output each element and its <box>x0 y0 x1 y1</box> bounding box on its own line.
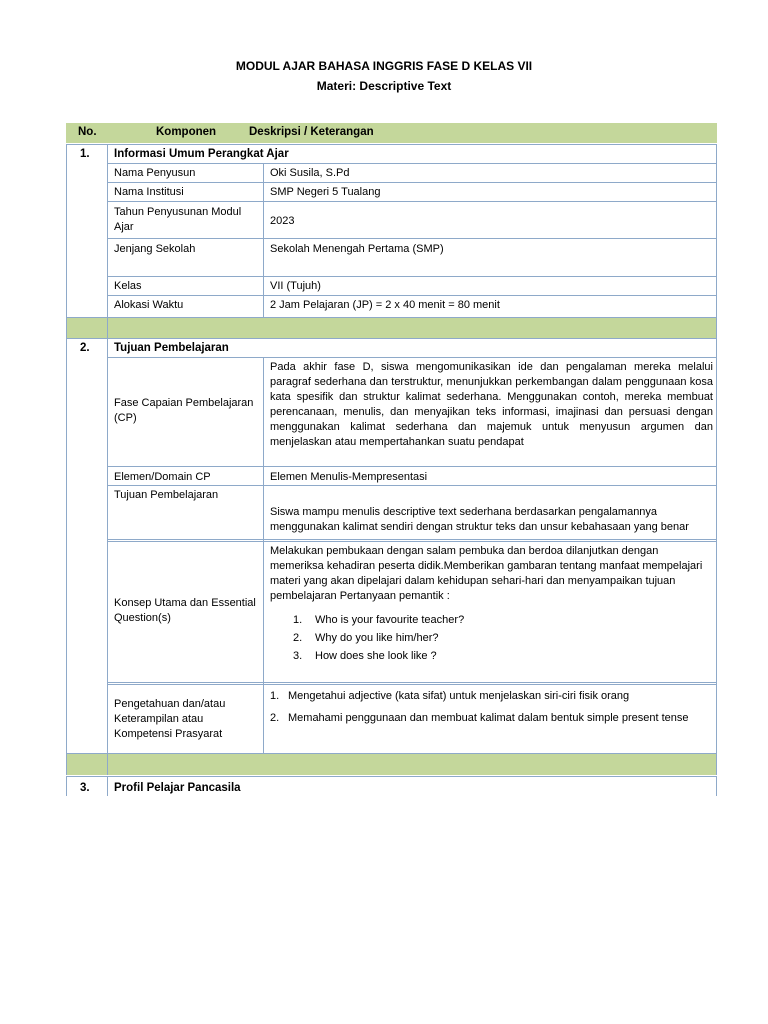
document-subtitle: Materi: Descriptive Text <box>316 79 452 93</box>
value-elemen-domain: Elemen Menulis-Mempresentasi <box>270 471 428 483</box>
header-deskripsi: Deskripsi / Keterangan <box>249 126 374 138</box>
label-jenjang-sekolah: Jenjang Sekolah <box>114 243 196 255</box>
separator-band <box>66 318 717 338</box>
label-konsep-utama: Konsep Utama dan Essential Question(s) <box>114 597 256 624</box>
label-prasyarat: Pengetahuan dan/atau Keterampilan atau Kompetensi Prasyarat <box>114 698 226 740</box>
label-elemen-domain: Elemen/Domain CP <box>114 471 211 483</box>
label-tahun-penyusunan: Tahun Penyusunan Modul Ajar <box>114 206 242 233</box>
label-kelas: Kelas <box>114 280 142 292</box>
document-title: MODUL AJAR BAHASA INGGRIS FASE D KELAS VII <box>235 59 533 73</box>
separator-band <box>66 754 717 775</box>
section-3-number: 3. <box>80 782 90 794</box>
header-no: No. <box>78 126 97 138</box>
value-kelas: VII (Tujuh) <box>270 280 321 292</box>
value-nama-penyusun: Oki Susila, S.Pd <box>270 167 350 179</box>
section-2-number: 2. <box>80 342 90 354</box>
section-3-title: Profil Pelajar Pancasila <box>114 782 241 794</box>
list-item: 1. Mengetahui adjective (kata sifat) untuk menjelaskan siri-ciri fisik orang <box>270 690 630 702</box>
label-nama-penyusun: Nama Penyusun <box>114 167 196 179</box>
list-item: 1. Who is your favourite teacher? <box>293 614 465 626</box>
value-jenjang-sekolah: Sekolah Menengah Pertama (SMP) <box>270 243 444 255</box>
value-nama-institusi: SMP Negeri 5 Tualang <box>270 186 381 198</box>
value-alokasi-waktu: 2 Jam Pelajaran (JP) = 2 x 40 menit = 80 menit <box>270 299 500 311</box>
label-fase-capaian: Fase Capaian Pembelajaran (CP) <box>114 397 254 424</box>
pertanyaan-pemantik-list <box>293 611 464 665</box>
section-1-title: Informasi Umum Perangkat Ajar <box>114 148 289 160</box>
value-fase-capaian: Pada akhir fase D, siswa mengomunikasikan ide dan pengalaman mereka melalui paragraf sederhana dan terstruktur, menunjukkan perkembangan dalam penggunaan kosa kata spesifik dan struktur kalimat sederhana. Menggunakan contoh, mereka membuat perencanaan, menulis, dan menyajikan teks informasi, imajinasi dan persuasi dengan menggunakan kalimat sederhana dan majemuk untuk menyusun argumen dan menjelaskan atau mempertahankan suatu pendapat <box>270 361 713 448</box>
prasyarat-list <box>270 685 689 729</box>
value-tujuan-pembelajaran: Siswa mampu menulis descriptive text sederhana berdasarkan pengalamannya menggunakan kalimat sendiri dengan struktur teks dan unsur kebahasaan yang benar <box>270 506 689 533</box>
section-2-title: Tujuan Pembelajaran <box>114 342 229 354</box>
label-nama-institusi: Nama Institusi <box>114 186 184 198</box>
value-konsep-intro: Melakukan pembukaan dengan salam pembuka dan berdoa dilanjutkan dengan memeriksa kehadiran peserta didik.Memberikan gambaran tentang manfaat mempelajari materi yang akan dipelajari dalam kehidupan sehari-hari dan menyampaikan tujuan pembelajaran Pertanyaan pemantik : <box>270 545 703 602</box>
label-alokasi-waktu: Alokasi Waktu <box>114 299 184 311</box>
header-komponen: Komponen <box>156 126 217 138</box>
list-item: 2. Memahami penggunaan dan membuat kalimat dalam bentuk simple present tense <box>270 712 689 724</box>
section-1-number: 1. <box>80 148 90 160</box>
value-tahun-penyusunan: 2023 <box>270 215 295 227</box>
list-item: 3. How does she look like ? <box>293 650 437 662</box>
list-item: 2. Why do you like him/her? <box>293 632 439 644</box>
label-tujuan-pembelajaran: Tujuan Pembelajaran <box>114 489 219 501</box>
